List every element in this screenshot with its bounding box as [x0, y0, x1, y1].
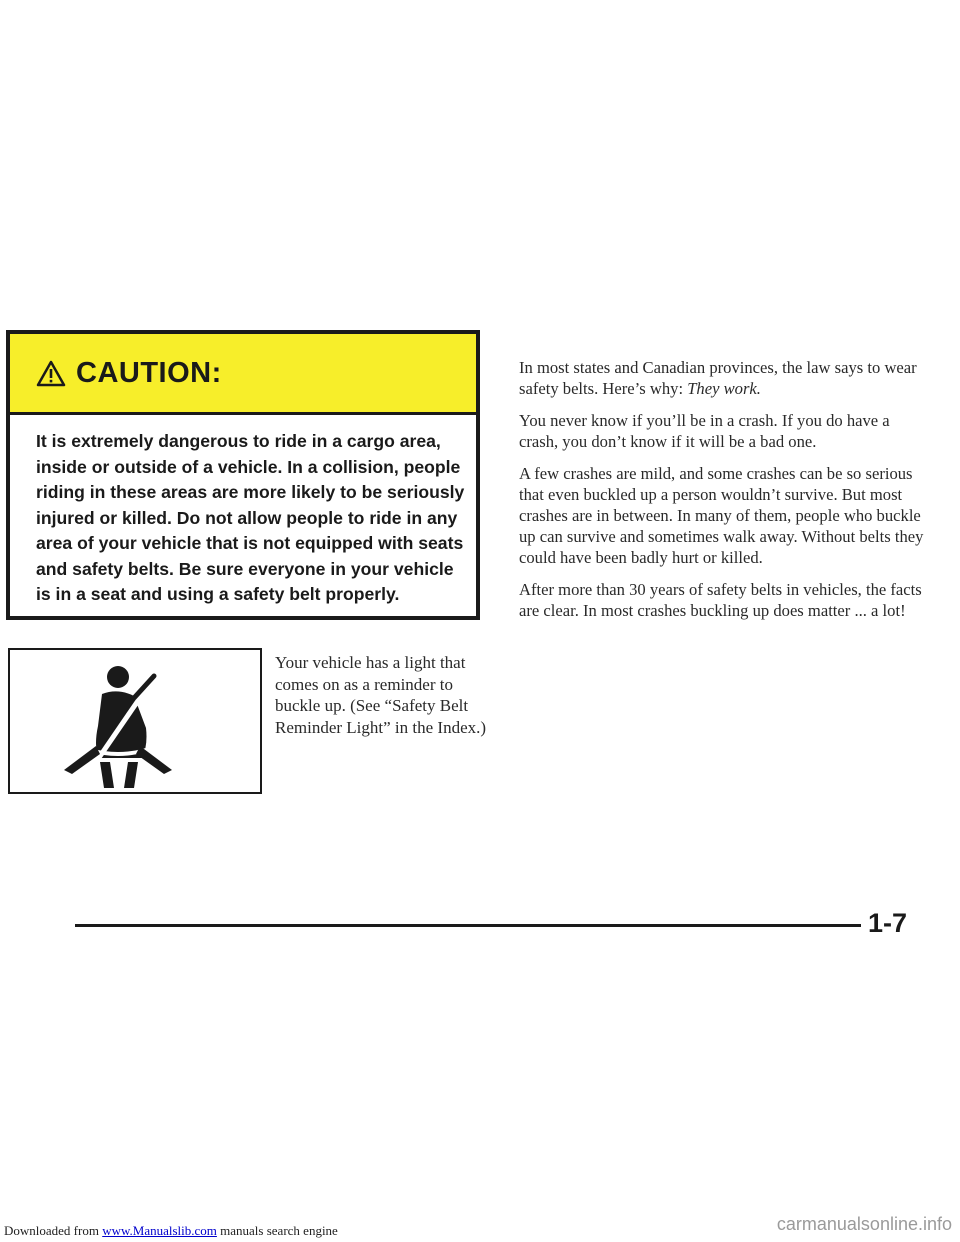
warning-triangle-icon [36, 360, 66, 387]
right-column [519, 357, 929, 632]
paragraph-crash-types: A few crashes are mild, and some crashes can be so serious that even buckled up a person wouldn’t survive. But most crashes are in between. In many of them, people who buckle up can survive and sometimes walk away. Without belts they could have been badly hurt or killed. [519, 464, 924, 567]
caution-text: It is extremely dangerous to ride in a cargo area, inside or outside of a vehicle. In a collision, people riding in these areas are more likely to be seriously injured or killed. Do not allow people to ride in any area of your vehicle that is not equipped with seats and safety belts. Be sure everyone in your vehicle is in a seat and using a safety belt properly. [36, 431, 465, 604]
download-suffix: manuals search engine [216, 1223, 338, 1238]
paragraph-crash-unknown: You never know if you’ll be in a crash. If you do have a crash, you don’t know if it will be a bad one. [519, 411, 890, 451]
footer-rule [75, 924, 861, 927]
download-prefix: Downloaded from [4, 1223, 103, 1238]
paragraph-law-text: In most states and Canadian provinces, the law says to wear safety belts. Here’s why: [519, 358, 917, 398]
page-number: 1-7 [868, 908, 908, 938]
seat-belt-figure [8, 648, 262, 794]
caution-title: CAUTION: [76, 356, 222, 389]
seat-belt-icon [10, 650, 260, 792]
caution-header [10, 334, 476, 415]
download-attribution [4, 1223, 338, 1239]
watermark: carmanualsonline.info [776, 1214, 952, 1234]
paragraph-law [519, 357, 929, 399]
manualslib-link[interactable]: www.Manualslib.com [102, 1223, 217, 1238]
caution-box [6, 330, 480, 620]
paragraph-law-emphasis: They work. [687, 379, 761, 398]
paragraph-facts: After more than 30 years of safety belts in vehicles, the facts are clear. In most crashes buckling up does matter ... a lot! [519, 580, 922, 620]
reminder-text: Your vehicle has a light that comes on as a reminder to buckle up. (See “Safety Belt Reminder Light” in the Index.) [275, 653, 487, 737]
